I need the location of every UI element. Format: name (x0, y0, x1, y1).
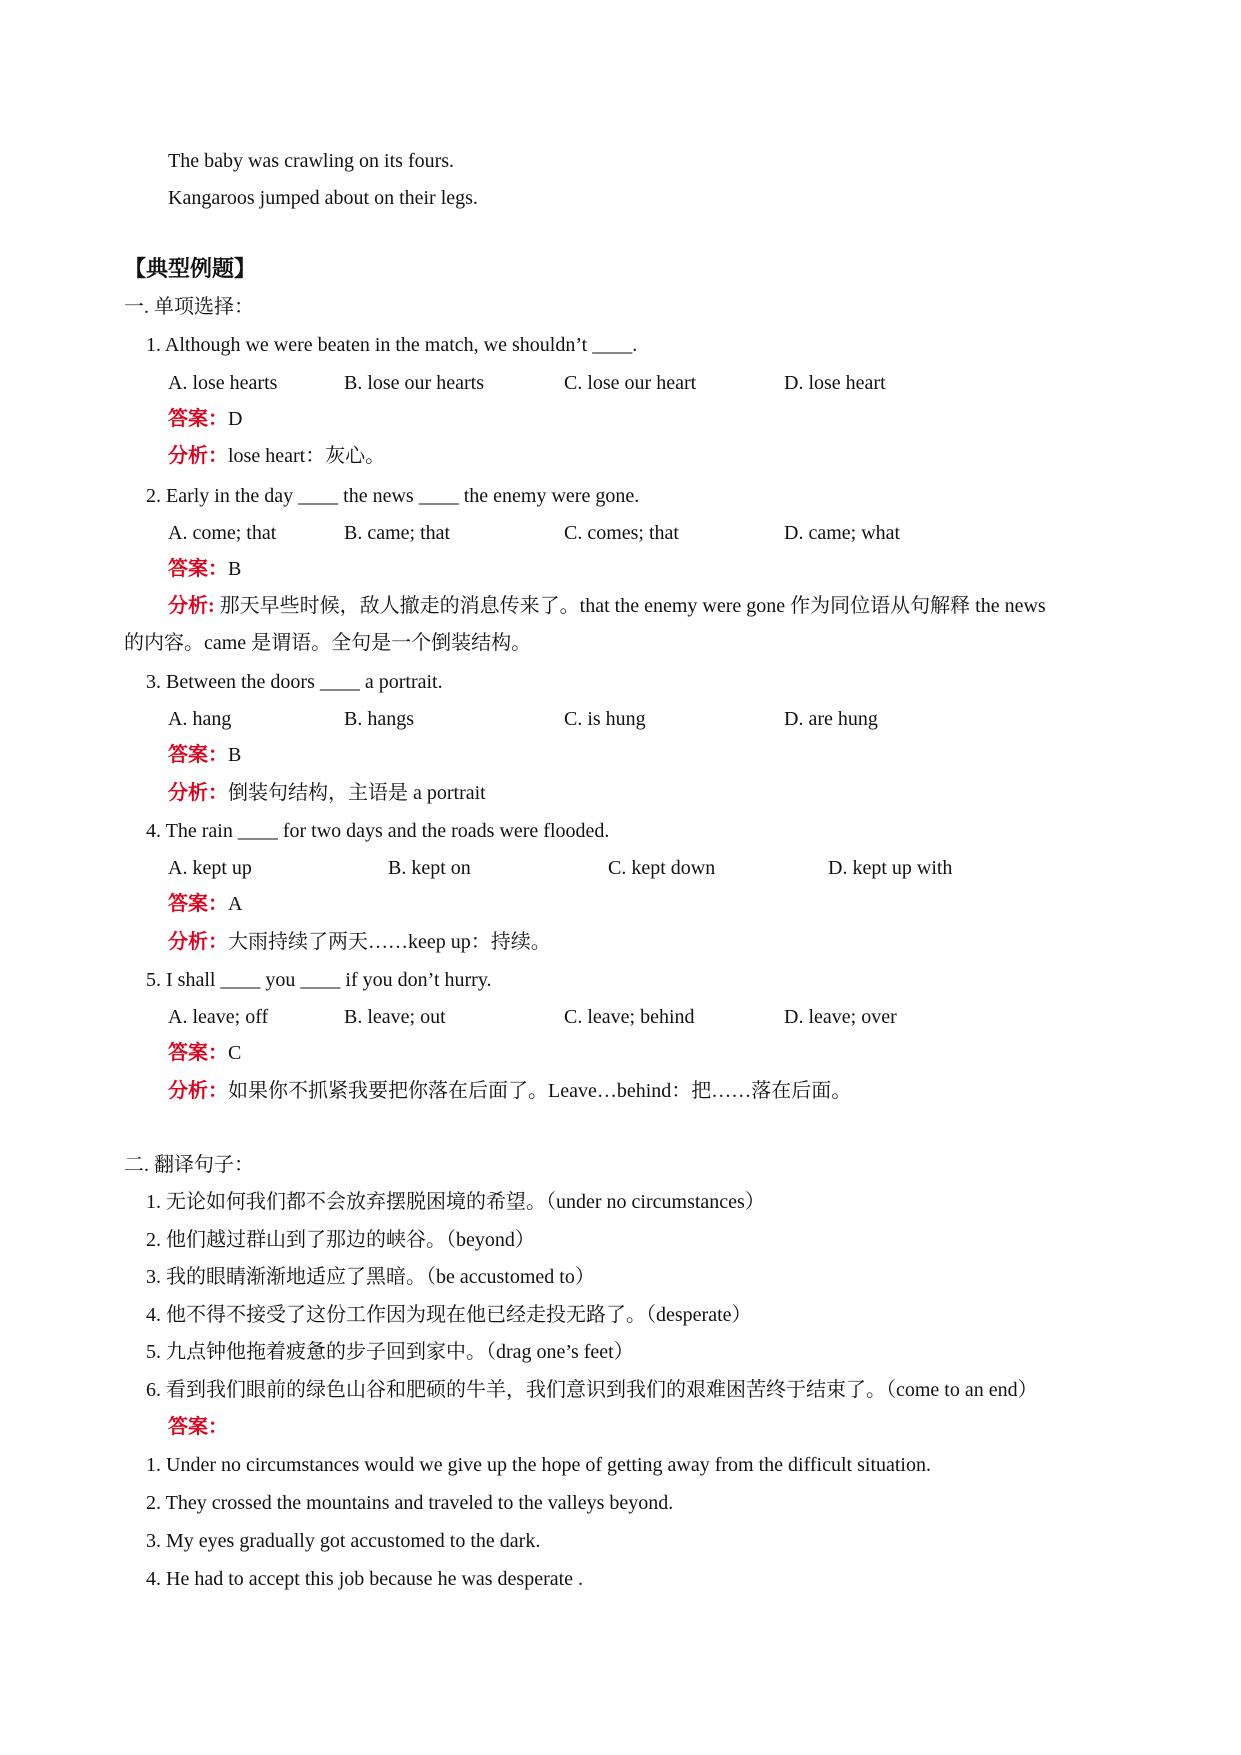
analysis-text: 如果你不抓紧我要把你落在后面了。Leave…behind：把……落在后面。 (228, 1080, 852, 1102)
answer-label: 答案： (168, 744, 228, 766)
q5-option-a: A. leave; off (168, 1006, 269, 1028)
analysis-label: 分析： (168, 445, 228, 467)
q2-answer (168, 556, 241, 582)
translate-item-1: 1. 无论如何我们都不会放弃摆脱困境的希望。（under no circumstances） (146, 1191, 765, 1213)
intro-line-2: Kangaroos jumped about on their legs. (168, 187, 478, 209)
translate-answer-3: 3. My eyes gradually got accustomed to the dark. (146, 1530, 541, 1552)
translate-item-3: 3. 我的眼睛渐渐地适应了黑暗。（be accustomed to） (146, 1266, 595, 1288)
q1-analysis (168, 443, 385, 469)
q2-analysis-line-2: 的内容。came 是谓语。全句是一个倒装结构。 (124, 632, 532, 654)
q5-answer (168, 1040, 241, 1066)
q2-option-b: B. came; that (344, 522, 451, 544)
q1-option-a: A. lose hearts (168, 372, 278, 394)
part2-title: 二. 翻译句子： (124, 1154, 254, 1176)
translate-item-6: 6. 看到我们眼前的绿色山谷和肥硕的牛羊，我们意识到我们的艰难困苦终于结束了。（come to an end） (146, 1379, 1038, 1401)
translate-answer-2: 2. They crossed the mountains and traveled to the valleys beyond. (146, 1492, 674, 1514)
q5-option-d: D. leave; over (784, 1006, 897, 1028)
analysis-text: lose heart：灰心。 (228, 445, 386, 467)
answer-value: A (228, 893, 243, 915)
answer-value: B (228, 744, 242, 766)
q3-option-c: C. is hung (564, 708, 646, 730)
section-heading: 【典型例题】 (124, 256, 257, 281)
translate-item-2: 2. 他们越过群山到了那边的峡谷。（beyond） (146, 1229, 535, 1251)
q3-stem: 3. Between the doors ____ a portrait. (146, 671, 443, 693)
q1-option-b: B. lose our hearts (344, 372, 484, 394)
answer-label: 答案： (168, 893, 228, 915)
answer-value: D (228, 408, 243, 430)
q4-option-d: D. kept up with (828, 857, 953, 879)
q3-option-d: D. are hung (784, 708, 878, 730)
translate-answer-1: 1. Under no circumstances would we give up the hope of getting away from the difficult situation. (146, 1454, 931, 1476)
intro-line-1: The baby was crawling on its fours. (168, 150, 455, 172)
q3-answer (168, 742, 241, 768)
analysis-label: 分析： (168, 782, 228, 804)
q5-analysis (168, 1078, 851, 1104)
q3-analysis (168, 780, 486, 806)
q4-option-a: A. kept up (168, 857, 252, 879)
q3-option-b: B. hangs (344, 708, 414, 730)
translate-item-5: 5. 九点钟他拖着疲惫的步子回到家中。（drag one’s feet） (146, 1341, 634, 1363)
q4-answer (168, 891, 242, 917)
analysis-label: 分析： (168, 931, 228, 953)
translate-answer-4: 4. He had to accept this job because he was desperate . (146, 1568, 584, 1590)
q5-option-b: B. leave; out (344, 1006, 446, 1028)
q2-option-a: A. come; that (168, 522, 277, 544)
analysis-text: 那天早些时候，敌人撤走的消息传来了。that the enemy were gone 作为同位语从句解释 the news (214, 595, 1046, 617)
q3-option-a: A. hang (168, 708, 232, 730)
analysis-label: 分析: (168, 595, 215, 617)
q1-option-d: D. lose heart (784, 372, 886, 394)
q4-analysis (168, 929, 551, 955)
q2-option-c: C. comes; that (564, 522, 679, 544)
q4-option-b: B. kept on (388, 857, 471, 879)
q5-option-c: C. leave; behind (564, 1006, 695, 1028)
analysis-text: 大雨持续了两天……keep up：持续。 (228, 931, 551, 953)
analysis-text: 倒装句结构，主语是 a portrait (228, 782, 486, 804)
answer-value: C (228, 1042, 242, 1064)
q2-option-d: D. came; what (784, 522, 901, 544)
analysis-label: 分析： (168, 1080, 228, 1102)
q2-stem: 2. Early in the day ____ the news ____ the enemy were gone. (146, 485, 640, 507)
q1-stem: 1. Although we were beaten in the match, we shouldn’t ____. (146, 334, 638, 356)
answer-value: B (228, 558, 242, 580)
q1-option-c: C. lose our heart (564, 372, 697, 394)
q1-answer (168, 406, 242, 432)
part1-title: 一. 单项选择： (124, 296, 254, 318)
translate-item-4: 4. 他不得不接受了这份工作因为现在他已经走投无路了。（desperate） (146, 1304, 752, 1326)
part2-answer-label: 答案： (168, 1416, 228, 1438)
q5-stem: 5. I shall ____ you ____ if you don’t hurry. (146, 969, 492, 991)
answer-label: 答案： (168, 558, 228, 580)
q4-option-c: C. kept down (608, 857, 716, 879)
answer-label: 答案： (168, 1042, 228, 1064)
q2-analysis-line-1 (168, 593, 1046, 619)
q4-stem: 4. The rain ____ for two days and the roads were flooded. (146, 820, 610, 842)
answer-label: 答案： (168, 408, 228, 430)
